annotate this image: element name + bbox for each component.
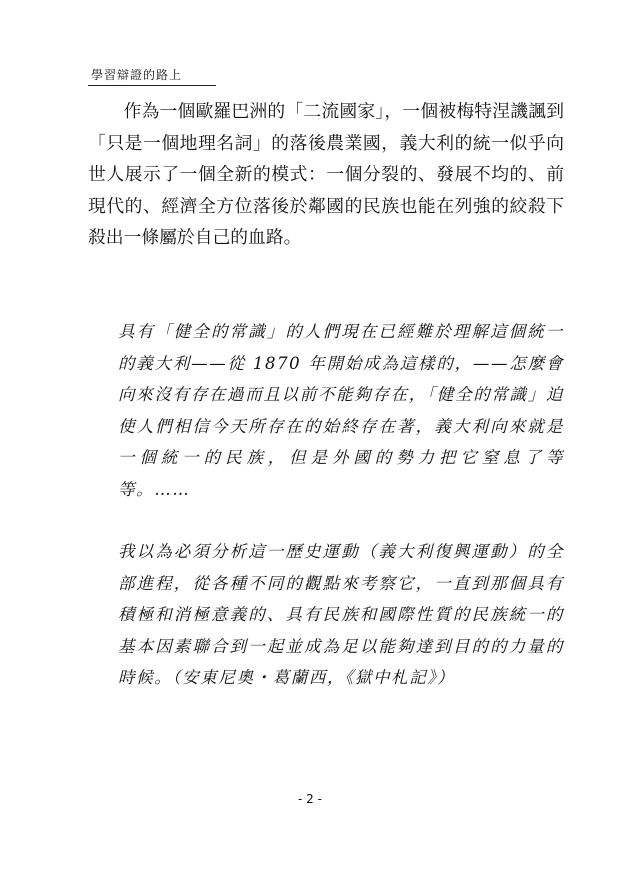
running-header bbox=[88, 64, 216, 86]
running-header-title: 學習辯證的路上 bbox=[91, 68, 183, 82]
block-quote-part-1: 具有「健全的常識」的人們現在已經難於理解這個統一的義大利——從 1870 年開始成為這樣的，——怎麼會向來沒有存在過而且以前不能夠存在，「健全的常識」迫使人們相信今天所存在的始終存在著，義大利向來就是一個統一的民族，但是外國的勢力把它窒息了等等。…… bbox=[118, 322, 564, 499]
page-number: - 2 - bbox=[298, 792, 322, 806]
body-paragraph: 作為一個歐羅巴洲的「二流國家」，一個被梅特涅譏諷到「只是一個地理名詞」的落後農業國，義大利的統一似乎向世人展示了一個全新的模式：一個分裂的、發展不均的、前現代的、經濟全方位落後於鄰國的民族也能在列強的絞殺下殺出一條屬於自己的血路。 bbox=[88, 101, 564, 248]
block-quote-part-2: 我以為必須分析這一歷史運動（義大利復興運動）的全部進程，從各種不同的觀點來考察它，一直到那個具有積極和消極意義的、具有民族和國際性質的民族統一的基本因素聯合到一起並成為足以能夠達到目的的力量的時候。（安東尼奧・葛蘭西，《獄中札記》） bbox=[118, 542, 564, 687]
